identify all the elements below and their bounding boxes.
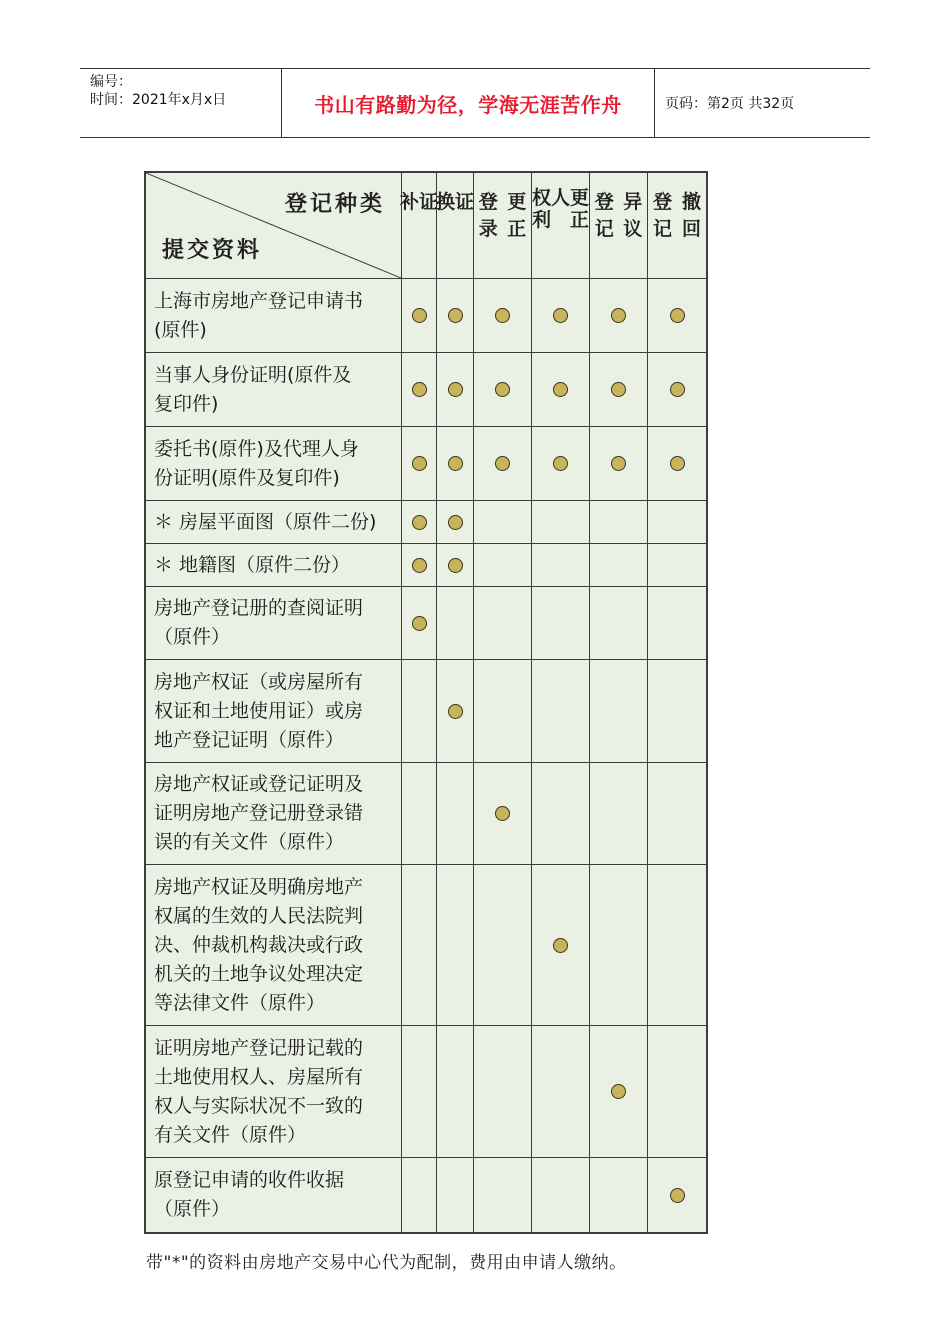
required-dot-icon: [495, 308, 510, 323]
required-dot-icon: [670, 382, 685, 397]
required-dot-icon: [412, 558, 427, 573]
mark-cell: [531, 544, 589, 586]
mark-cell: [531, 587, 589, 659]
mark-cell: [436, 1026, 473, 1157]
header-meta: [80, 69, 282, 137]
mark-cell: [531, 1158, 589, 1232]
corner-header-cell: [146, 173, 401, 278]
mark-cell: [401, 660, 436, 762]
table-row: [146, 1157, 706, 1232]
required-dot-icon: [553, 456, 568, 471]
material-label: 委托书(原件)及代理人身 份证明(原件及复印件): [154, 437, 359, 489]
material-label: 原登记申请的收件收据 （原件）: [154, 1169, 345, 1220]
required-dot-icon: [412, 308, 427, 323]
mark-cell: [436, 660, 473, 762]
mark-cell: [473, 660, 531, 762]
table-row: [146, 500, 706, 543]
column-header-line: 登 记: [652, 191, 672, 240]
table-row: [146, 352, 706, 426]
mark-cell: [401, 427, 436, 500]
column-header-line: 补: [399, 191, 419, 213]
mark-cell: [531, 279, 589, 352]
footnote: 带"*"的资料由房地产交易中心代为配制，费用由申请人缴纳。: [146, 1253, 627, 1273]
mark-cell: [473, 501, 531, 543]
required-dot-icon: [448, 704, 463, 719]
mark-cell: [589, 501, 647, 543]
mark-cell: [589, 763, 647, 864]
column-header-owner-correction: [531, 173, 589, 278]
table-row: [146, 864, 706, 1025]
required-dot-icon: [611, 382, 626, 397]
column-header-line: 更 正: [570, 187, 590, 231]
table-row: [146, 762, 706, 864]
mark-cell: [647, 865, 706, 1025]
mark-cell: [436, 763, 473, 864]
required-dot-icon: [448, 308, 463, 323]
mark-cell: [647, 544, 706, 586]
required-dot-icon: [611, 456, 626, 471]
mark-cell: [401, 865, 436, 1025]
mark-cell: [531, 501, 589, 543]
required-dot-icon: [670, 1188, 685, 1203]
mark-cell: [647, 1026, 706, 1157]
material-label: 上海市房地产登记申请书 (原件): [154, 289, 364, 341]
document-date: 时间：2021年x月x日: [90, 92, 227, 108]
column-header-line: 撤 回: [681, 191, 701, 240]
header-motto: 书山有路勤为径，学海无涯苦作舟: [282, 69, 655, 137]
page-header: [80, 68, 870, 138]
mark-cell: [401, 763, 436, 864]
mark-cell: [401, 353, 436, 426]
mark-cell: [589, 353, 647, 426]
material-label: 当事人身份证明(原件及 复印件): [154, 363, 352, 415]
material-label: 房地产登记册的查阅证明 （原件）: [154, 597, 364, 648]
mark-cell: [401, 1158, 436, 1232]
mark-cell: [436, 544, 473, 586]
mark-cell: [401, 587, 436, 659]
table-row: [146, 543, 706, 586]
required-dot-icon: [448, 558, 463, 573]
page-number-info: 页码：第2页 共32页: [665, 96, 795, 112]
table-body: [146, 278, 706, 1232]
required-dot-icon: [495, 382, 510, 397]
column-header-exchange: [436, 173, 473, 278]
column-header-line: 换: [435, 191, 455, 213]
column-header-line: 登 记: [594, 191, 614, 240]
mark-cell: [473, 279, 531, 352]
required-dot-icon: [412, 515, 427, 530]
mark-cell: [589, 1158, 647, 1232]
mark-cell: [436, 1158, 473, 1232]
material-label: ＊ 房屋平面图（原件二份): [154, 510, 377, 533]
required-dot-icon: [611, 1084, 626, 1099]
required-dot-icon: [448, 382, 463, 397]
corner-header-submitted-materials: 提交资料: [162, 238, 263, 263]
mark-cell: [647, 763, 706, 864]
mark-cell: [473, 1026, 531, 1157]
material-label: ＊ 地籍图（原件二份）: [154, 553, 351, 576]
mark-cell: [401, 544, 436, 586]
mark-cell: [473, 544, 531, 586]
column-header-line: 人: [551, 187, 571, 209]
mark-cell: [531, 660, 589, 762]
mark-cell: [401, 279, 436, 352]
material-label: 证明房地产登记册记载的 土地使用权人、房屋所有 权人与实际状况不一致的 有关文件（原件）: [154, 1036, 364, 1146]
required-dot-icon: [448, 456, 463, 471]
column-header-line: 证: [455, 191, 475, 213]
mark-cell: [401, 501, 436, 543]
mark-cell: [647, 660, 706, 762]
material-label: 房地产权证及明确房地产 权属的生效的人民法院判 决、仲裁机构裁决或行政 机关的土地争议处理决定 等法律文件（原件）: [154, 875, 364, 1014]
mark-cell: [436, 279, 473, 352]
required-dot-icon: [495, 456, 510, 471]
required-dot-icon: [412, 456, 427, 471]
mark-cell: [436, 587, 473, 659]
mark-cell: [436, 427, 473, 500]
table-row: [146, 426, 706, 500]
mark-cell: [647, 427, 706, 500]
column-header-reissue: [399, 173, 439, 278]
table-header-row: [146, 173, 706, 278]
column-header-objection: [589, 173, 647, 278]
mark-cell: [531, 427, 589, 500]
column-header-withdrawal: [647, 173, 706, 278]
mark-cell: [647, 1158, 706, 1232]
corner-header-registration-type: 登记种类: [284, 192, 385, 217]
mark-cell: [473, 865, 531, 1025]
mark-cell: [473, 353, 531, 426]
mark-cell: [473, 587, 531, 659]
mark-cell: [531, 763, 589, 864]
mark-cell: [589, 544, 647, 586]
required-dot-icon: [448, 515, 463, 530]
document-number-label: 编号：: [90, 74, 132, 90]
column-header-line: 证: [419, 191, 439, 213]
mark-cell: [531, 353, 589, 426]
required-dot-icon: [553, 382, 568, 397]
required-dot-icon: [553, 308, 568, 323]
mark-cell: [436, 501, 473, 543]
material-label: 房地产权证（或房屋所有 权证和土地使用证）或房 地产登记证明（原件）: [154, 670, 364, 751]
mark-cell: [647, 353, 706, 426]
column-header-line: 更 正: [507, 191, 527, 240]
mark-cell: [436, 353, 473, 426]
mark-cell: [647, 501, 706, 543]
table-row: [146, 278, 706, 352]
mark-cell: [473, 1158, 531, 1232]
mark-cell: [589, 865, 647, 1025]
required-dot-icon: [412, 382, 427, 397]
table-row: [146, 586, 706, 659]
table-row: [146, 659, 706, 762]
mark-cell: [473, 763, 531, 864]
column-header-line: 权 利: [531, 187, 551, 231]
mark-cell: [589, 1026, 647, 1157]
column-header-line: 异 议: [623, 191, 643, 240]
required-dot-icon: [495, 806, 510, 821]
mark-cell: [531, 865, 589, 1025]
required-dot-icon: [670, 456, 685, 471]
required-dot-icon: [611, 308, 626, 323]
mark-cell: [589, 587, 647, 659]
mark-cell: [473, 427, 531, 500]
mark-cell: [589, 427, 647, 500]
mark-cell: [589, 279, 647, 352]
material-label: 房地产权证或登记证明及 证明房地产登记册登录错 误的有关文件（原件）: [154, 773, 364, 853]
table-row: [146, 1025, 706, 1157]
mark-cell: [647, 279, 706, 352]
mark-cell: [401, 1026, 436, 1157]
column-header-line: 登 录: [478, 191, 498, 240]
required-dot-icon: [553, 938, 568, 953]
mark-cell: [647, 587, 706, 659]
mark-cell: [589, 660, 647, 762]
mark-cell: [436, 865, 473, 1025]
registration-materials-table: [144, 171, 708, 1234]
required-dot-icon: [412, 616, 427, 631]
column-header-entry-correction: [473, 173, 531, 278]
required-dot-icon: [670, 308, 685, 323]
mark-cell: [531, 1026, 589, 1157]
